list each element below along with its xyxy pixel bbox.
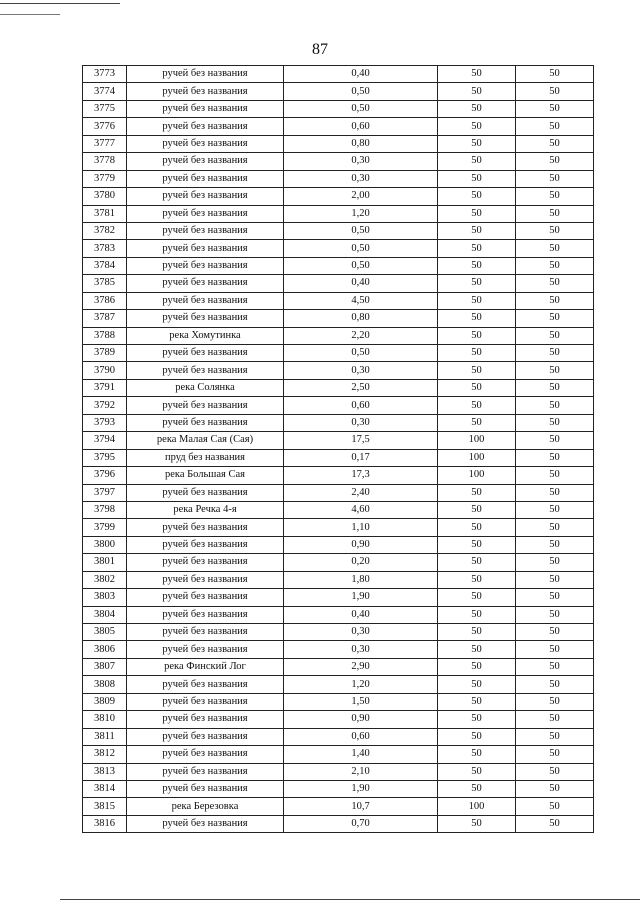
row-number-cell: 3776 — [83, 118, 127, 135]
water-body-name-cell: ручей без названия — [127, 257, 284, 274]
protection-zone-cell: 50 — [438, 746, 516, 763]
coastal-strip-cell: 50 — [516, 728, 594, 745]
row-number-cell: 3797 — [83, 484, 127, 501]
length-cell: 0,30 — [284, 362, 438, 379]
row-number-cell: 3787 — [83, 310, 127, 327]
table-row — [83, 118, 594, 135]
length-cell: 0,80 — [284, 310, 438, 327]
water-body-name-cell: ручей без названия — [127, 83, 284, 100]
table-body — [83, 66, 594, 833]
protection-zone-cell: 50 — [438, 571, 516, 588]
length-cell: 2,10 — [284, 763, 438, 780]
table-row — [83, 292, 594, 309]
protection-zone-cell: 50 — [438, 676, 516, 693]
scan-edge-line — [60, 899, 640, 900]
table-row — [83, 66, 594, 83]
protection-zone-cell: 50 — [438, 310, 516, 327]
water-body-name-cell: ручей без названия — [127, 711, 284, 728]
protection-zone-cell: 100 — [438, 449, 516, 466]
row-number-cell: 3775 — [83, 100, 127, 117]
row-number-cell: 3773 — [83, 66, 127, 83]
protection-zone-cell: 50 — [438, 536, 516, 553]
protection-zone-cell: 50 — [438, 205, 516, 222]
water-body-name-cell: ручей без названия — [127, 606, 284, 623]
table-row — [83, 728, 594, 745]
table-row — [83, 432, 594, 449]
table-row — [83, 153, 594, 170]
length-cell: 0,60 — [284, 118, 438, 135]
water-body-name-cell: пруд без названия — [127, 449, 284, 466]
table-row — [83, 484, 594, 501]
coastal-strip-cell: 50 — [516, 519, 594, 536]
length-cell: 0,50 — [284, 240, 438, 257]
water-body-name-cell: река Березовка — [127, 798, 284, 815]
water-body-name-cell: ручей без названия — [127, 135, 284, 152]
table-row — [83, 693, 594, 710]
length-cell: 1,90 — [284, 780, 438, 797]
coastal-strip-cell: 50 — [516, 449, 594, 466]
length-cell: 0,90 — [284, 536, 438, 553]
row-number-cell: 3815 — [83, 798, 127, 815]
row-number-cell: 3811 — [83, 728, 127, 745]
page-number: 87 — [312, 41, 328, 58]
row-number-cell: 3796 — [83, 467, 127, 484]
water-body-name-cell: ручей без названия — [127, 728, 284, 745]
water-body-name-cell: ручей без названия — [127, 676, 284, 693]
protection-zone-cell: 50 — [438, 275, 516, 292]
row-number-cell: 3784 — [83, 257, 127, 274]
length-cell: 0,50 — [284, 345, 438, 362]
coastal-strip-cell: 50 — [516, 589, 594, 606]
water-body-name-cell: река Речка 4-я — [127, 501, 284, 518]
water-body-name-cell: ручей без названия — [127, 763, 284, 780]
length-cell: 0,60 — [284, 728, 438, 745]
length-cell: 17,5 — [284, 432, 438, 449]
protection-zone-cell: 50 — [438, 589, 516, 606]
water-body-name-cell: ручей без названия — [127, 292, 284, 309]
water-body-name-cell: ручей без названия — [127, 362, 284, 379]
row-number-cell: 3814 — [83, 780, 127, 797]
row-number-cell: 3780 — [83, 188, 127, 205]
table-row — [83, 798, 594, 815]
table-row — [83, 257, 594, 274]
coastal-strip-cell: 50 — [516, 780, 594, 797]
row-number-cell: 3810 — [83, 711, 127, 728]
coastal-strip-cell: 50 — [516, 310, 594, 327]
coastal-strip-cell: 50 — [516, 292, 594, 309]
length-cell: 0,17 — [284, 449, 438, 466]
table-row — [83, 624, 594, 641]
coastal-strip-cell: 50 — [516, 658, 594, 675]
protection-zone-cell: 50 — [438, 554, 516, 571]
row-number-cell: 3779 — [83, 170, 127, 187]
coastal-strip-cell: 50 — [516, 379, 594, 396]
table-row — [83, 170, 594, 187]
row-number-cell: 3802 — [83, 571, 127, 588]
coastal-strip-cell: 50 — [516, 432, 594, 449]
row-number-cell: 3799 — [83, 519, 127, 536]
row-number-cell: 3789 — [83, 345, 127, 362]
protection-zone-cell: 100 — [438, 432, 516, 449]
protection-zone-cell: 50 — [438, 327, 516, 344]
row-number-cell: 3806 — [83, 641, 127, 658]
coastal-strip-cell: 50 — [516, 362, 594, 379]
water-body-name-cell: ручей без названия — [127, 414, 284, 431]
protection-zone-cell: 50 — [438, 763, 516, 780]
water-body-name-cell: ручей без названия — [127, 100, 284, 117]
water-body-name-cell: ручей без названия — [127, 345, 284, 362]
protection-zone-cell: 50 — [438, 222, 516, 239]
table-row — [83, 571, 594, 588]
row-number-cell: 3801 — [83, 554, 127, 571]
coastal-strip-cell: 50 — [516, 763, 594, 780]
water-body-name-cell: ручей без названия — [127, 484, 284, 501]
coastal-strip-cell: 50 — [516, 571, 594, 588]
length-cell: 10,7 — [284, 798, 438, 815]
protection-zone-cell: 50 — [438, 345, 516, 362]
table-row — [83, 711, 594, 728]
coastal-strip-cell: 50 — [516, 467, 594, 484]
table-row — [83, 240, 594, 257]
water-body-name-cell: ручей без названия — [127, 222, 284, 239]
protection-zone-cell: 50 — [438, 484, 516, 501]
protection-zone-cell: 50 — [438, 153, 516, 170]
water-body-name-cell: река Большая Сая — [127, 467, 284, 484]
coastal-strip-cell: 50 — [516, 641, 594, 658]
table-row — [83, 780, 594, 797]
coastal-strip-cell: 50 — [516, 257, 594, 274]
water-body-name-cell: ручей без названия — [127, 746, 284, 763]
water-body-name-cell: ручей без названия — [127, 188, 284, 205]
water-body-name-cell: ручей без названия — [127, 641, 284, 658]
coastal-strip-cell: 50 — [516, 153, 594, 170]
protection-zone-cell: 50 — [438, 693, 516, 710]
water-body-name-cell: ручей без названия — [127, 589, 284, 606]
protection-zone-cell: 50 — [438, 519, 516, 536]
coastal-strip-cell: 50 — [516, 170, 594, 187]
row-number-cell: 3798 — [83, 501, 127, 518]
protection-zone-cell: 50 — [438, 728, 516, 745]
row-number-cell: 3778 — [83, 153, 127, 170]
water-body-name-cell: ручей без названия — [127, 240, 284, 257]
coastal-strip-cell: 50 — [516, 327, 594, 344]
protection-zone-cell: 50 — [438, 379, 516, 396]
water-body-name-cell: ручей без названия — [127, 815, 284, 832]
coastal-strip-cell: 50 — [516, 414, 594, 431]
coastal-strip-cell: 50 — [516, 275, 594, 292]
row-number-cell: 3792 — [83, 397, 127, 414]
row-number-cell: 3808 — [83, 676, 127, 693]
table-row — [83, 676, 594, 693]
length-cell: 0,50 — [284, 83, 438, 100]
coastal-strip-cell: 50 — [516, 746, 594, 763]
length-cell: 0,60 — [284, 397, 438, 414]
length-cell: 0,80 — [284, 135, 438, 152]
coastal-strip-cell: 50 — [516, 83, 594, 100]
table-row — [83, 658, 594, 675]
table-row — [83, 449, 594, 466]
table-row — [83, 414, 594, 431]
row-number-cell: 3785 — [83, 275, 127, 292]
table-row — [83, 554, 594, 571]
length-cell: 2,90 — [284, 658, 438, 675]
scan-edge-line — [0, 14, 60, 15]
row-number-cell: 3781 — [83, 205, 127, 222]
protection-zone-cell: 50 — [438, 100, 516, 117]
coastal-strip-cell: 50 — [516, 815, 594, 832]
row-number-cell: 3786 — [83, 292, 127, 309]
length-cell: 2,50 — [284, 379, 438, 396]
table-row — [83, 397, 594, 414]
length-cell: 1,80 — [284, 571, 438, 588]
table-row — [83, 815, 594, 832]
water-body-name-cell: ручей без названия — [127, 153, 284, 170]
length-cell: 0,30 — [284, 170, 438, 187]
row-number-cell: 3790 — [83, 362, 127, 379]
water-body-name-cell: ручей без названия — [127, 310, 284, 327]
table-row — [83, 83, 594, 100]
length-cell: 0,40 — [284, 606, 438, 623]
table-row — [83, 606, 594, 623]
length-cell: 0,20 — [284, 554, 438, 571]
row-number-cell: 3807 — [83, 658, 127, 675]
length-cell: 0,30 — [284, 624, 438, 641]
row-number-cell: 3782 — [83, 222, 127, 239]
coastal-strip-cell: 50 — [516, 100, 594, 117]
water-body-name-cell: река Малая Сая (Сая) — [127, 432, 284, 449]
table-row — [83, 589, 594, 606]
protection-zone-cell: 100 — [438, 467, 516, 484]
row-number-cell: 3795 — [83, 449, 127, 466]
protection-zone-cell: 50 — [438, 83, 516, 100]
table-row — [83, 188, 594, 205]
protection-zone-cell: 50 — [438, 292, 516, 309]
length-cell: 0,30 — [284, 414, 438, 431]
coastal-strip-cell: 50 — [516, 484, 594, 501]
scan-edge-line — [0, 3, 120, 4]
length-cell: 1,90 — [284, 589, 438, 606]
protection-zone-cell: 50 — [438, 606, 516, 623]
water-body-name-cell: ручей без названия — [127, 170, 284, 187]
row-number-cell: 3788 — [83, 327, 127, 344]
table-row — [83, 135, 594, 152]
protection-zone-cell: 50 — [438, 624, 516, 641]
protection-zone-cell: 50 — [438, 66, 516, 83]
row-number-cell: 3791 — [83, 379, 127, 396]
coastal-strip-cell: 50 — [516, 606, 594, 623]
length-cell: 0,40 — [284, 66, 438, 83]
length-cell: 2,00 — [284, 188, 438, 205]
row-number-cell: 3805 — [83, 624, 127, 641]
length-cell: 1,50 — [284, 693, 438, 710]
coastal-strip-cell: 50 — [516, 66, 594, 83]
table-row — [83, 536, 594, 553]
coastal-strip-cell: 50 — [516, 693, 594, 710]
water-body-name-cell: ручей без названия — [127, 66, 284, 83]
water-body-name-cell: ручей без названия — [127, 693, 284, 710]
length-cell: 0,90 — [284, 711, 438, 728]
row-number-cell: 3803 — [83, 589, 127, 606]
water-body-name-cell: ручей без названия — [127, 554, 284, 571]
row-number-cell: 3794 — [83, 432, 127, 449]
length-cell: 0,50 — [284, 257, 438, 274]
length-cell: 1,10 — [284, 519, 438, 536]
length-cell: 2,40 — [284, 484, 438, 501]
row-number-cell: 3777 — [83, 135, 127, 152]
table-row — [83, 310, 594, 327]
coastal-strip-cell: 50 — [516, 118, 594, 135]
coastal-strip-cell: 50 — [516, 624, 594, 641]
coastal-strip-cell: 50 — [516, 345, 594, 362]
coastal-strip-cell: 50 — [516, 711, 594, 728]
water-body-name-cell: река Финский Лог — [127, 658, 284, 675]
protection-zone-cell: 50 — [438, 188, 516, 205]
water-body-name-cell: река Хомутинка — [127, 327, 284, 344]
table-row — [83, 327, 594, 344]
length-cell: 0,30 — [284, 153, 438, 170]
protection-zone-cell: 50 — [438, 414, 516, 431]
table-row — [83, 519, 594, 536]
protection-zone-cell: 50 — [438, 170, 516, 187]
protection-zone-cell: 50 — [438, 641, 516, 658]
table-row — [83, 222, 594, 239]
protection-zone-cell: 100 — [438, 798, 516, 815]
coastal-strip-cell: 50 — [516, 188, 594, 205]
protection-zone-cell: 50 — [438, 397, 516, 414]
row-number-cell: 3816 — [83, 815, 127, 832]
row-number-cell: 3793 — [83, 414, 127, 431]
row-number-cell: 3774 — [83, 83, 127, 100]
table-row — [83, 362, 594, 379]
table-row — [83, 763, 594, 780]
protection-zone-cell: 50 — [438, 362, 516, 379]
water-bodies-table — [82, 65, 594, 833]
length-cell: 4,60 — [284, 501, 438, 518]
water-body-name-cell: ручей без названия — [127, 519, 284, 536]
table-row — [83, 746, 594, 763]
water-body-name-cell: ручей без названия — [127, 118, 284, 135]
table-row — [83, 379, 594, 396]
protection-zone-cell: 50 — [438, 501, 516, 518]
protection-zone-cell: 50 — [438, 815, 516, 832]
length-cell: 4,50 — [284, 292, 438, 309]
length-cell: 1,40 — [284, 746, 438, 763]
coastal-strip-cell: 50 — [516, 397, 594, 414]
table-row — [83, 205, 594, 222]
protection-zone-cell: 50 — [438, 780, 516, 797]
row-number-cell: 3800 — [83, 536, 127, 553]
protection-zone-cell: 50 — [438, 658, 516, 675]
length-cell: 17,3 — [284, 467, 438, 484]
length-cell: 1,20 — [284, 676, 438, 693]
length-cell: 0,50 — [284, 222, 438, 239]
coastal-strip-cell: 50 — [516, 205, 594, 222]
coastal-strip-cell: 50 — [516, 554, 594, 571]
water-body-name-cell: ручей без названия — [127, 275, 284, 292]
coastal-strip-cell: 50 — [516, 798, 594, 815]
row-number-cell: 3783 — [83, 240, 127, 257]
water-body-name-cell: река Солянка — [127, 379, 284, 396]
water-body-name-cell: ручей без названия — [127, 780, 284, 797]
coastal-strip-cell: 50 — [516, 501, 594, 518]
coastal-strip-cell: 50 — [516, 536, 594, 553]
water-body-name-cell: ручей без названия — [127, 624, 284, 641]
length-cell: 1,20 — [284, 205, 438, 222]
water-body-name-cell: ручей без названия — [127, 397, 284, 414]
row-number-cell: 3809 — [83, 693, 127, 710]
coastal-strip-cell: 50 — [516, 676, 594, 693]
protection-zone-cell: 50 — [438, 118, 516, 135]
table-row — [83, 641, 594, 658]
length-cell: 0,70 — [284, 815, 438, 832]
table-row — [83, 501, 594, 518]
length-cell: 0,30 — [284, 641, 438, 658]
length-cell: 0,40 — [284, 275, 438, 292]
protection-zone-cell: 50 — [438, 135, 516, 152]
table-row — [83, 467, 594, 484]
table-row — [83, 100, 594, 117]
coastal-strip-cell: 50 — [516, 240, 594, 257]
protection-zone-cell: 50 — [438, 711, 516, 728]
row-number-cell: 3813 — [83, 763, 127, 780]
row-number-cell: 3812 — [83, 746, 127, 763]
coastal-strip-cell: 50 — [516, 135, 594, 152]
protection-zone-cell: 50 — [438, 240, 516, 257]
water-body-name-cell: ручей без названия — [127, 536, 284, 553]
water-body-name-cell: ручей без названия — [127, 571, 284, 588]
water-body-name-cell: ручей без названия — [127, 205, 284, 222]
table-row — [83, 345, 594, 362]
coastal-strip-cell: 50 — [516, 222, 594, 239]
protection-zone-cell: 50 — [438, 257, 516, 274]
length-cell: 0,50 — [284, 100, 438, 117]
table-row — [83, 275, 594, 292]
row-number-cell: 3804 — [83, 606, 127, 623]
length-cell: 2,20 — [284, 327, 438, 344]
